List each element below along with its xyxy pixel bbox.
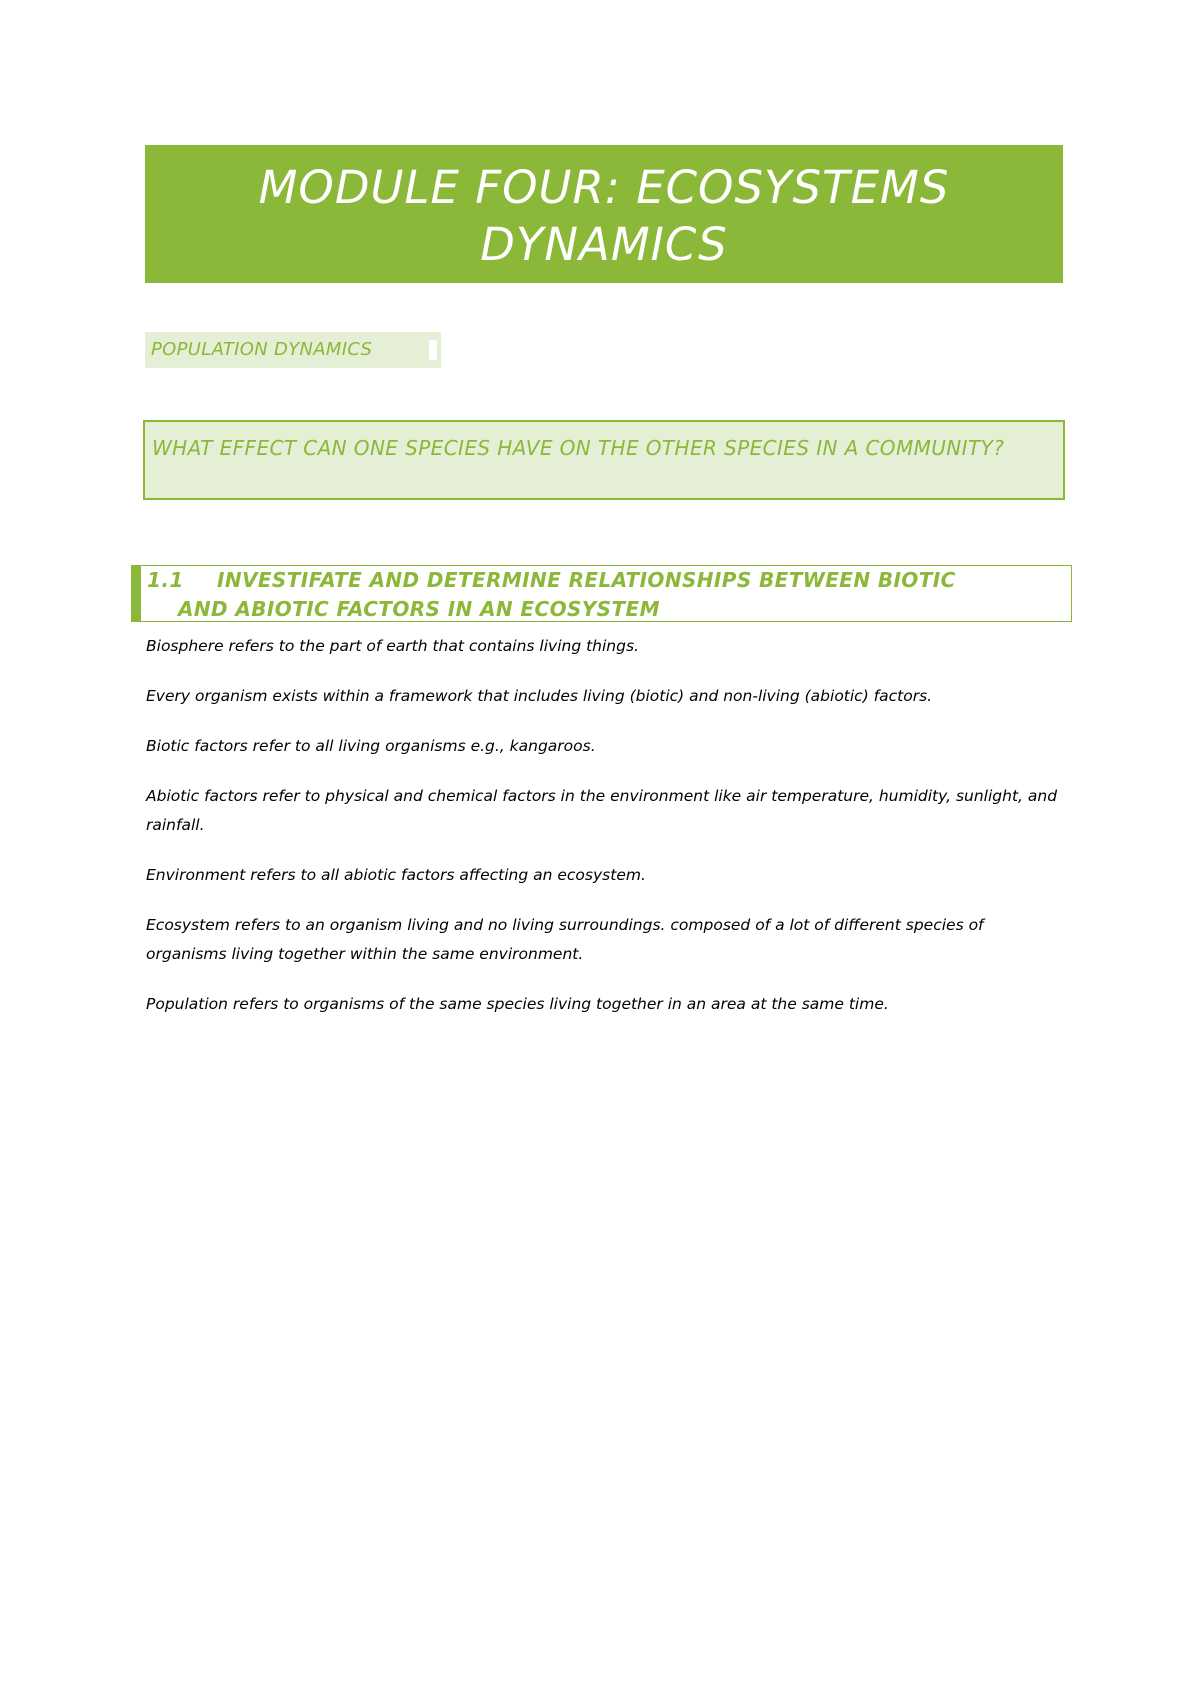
- section-number: 1.1: [147, 568, 184, 592]
- section-heading: [131, 565, 1072, 622]
- paragraph-organism-framework: Every organism exists within a framework that includes living (biotic) and non-living (abiotic) factors.: [146, 687, 933, 705]
- paragraph-population: Population refers to organisms of the same species living together in an area at the same time.: [146, 995, 889, 1013]
- subtitle-text: POPULATION DYNAMICS: [151, 339, 373, 360]
- title-banner: [145, 145, 1063, 283]
- question-box: [143, 420, 1065, 500]
- paragraph-biotic-factors: Biotic factors refer to all living organisms e.g., kangaroos.: [146, 737, 596, 755]
- section-heading-line-2: AND ABIOTIC FACTORS IN AN ECOSYSTEM: [178, 597, 660, 621]
- title-line-2: DYNAMICS: [480, 218, 728, 271]
- section-heading-line-1: INVESTIFATE AND DETERMINE RELATIONSHIPS BETWEEN BIOTIC: [217, 568, 956, 592]
- subtitle-box: [145, 332, 441, 368]
- subtitle-notch: [429, 340, 437, 360]
- paragraph-abiotic-factors: Abiotic factors refer to physical and chemical factors in the environment like air temperature, humidity, sunlight, and rainfall.: [146, 787, 1058, 834]
- paragraph-environment: Environment refers to all abiotic factors affecting an ecosystem.: [146, 866, 646, 884]
- body-text: [146, 632, 1066, 1040]
- title-line-1: MODULE FOUR: ECOSYSTEMS: [258, 161, 950, 214]
- paragraph-ecosystem: Ecosystem refers to an organism living and no living surroundings. composed of a lot of different species of organisms living together within the same environment.: [146, 916, 984, 963]
- question-text: WHAT EFFECT CAN ONE SPECIES HAVE ON THE OTHER SPECIES IN A COMMUNITY?: [152, 436, 1005, 460]
- paragraph-biosphere: Biosphere refers to the part of earth that contains living things.: [146, 637, 639, 655]
